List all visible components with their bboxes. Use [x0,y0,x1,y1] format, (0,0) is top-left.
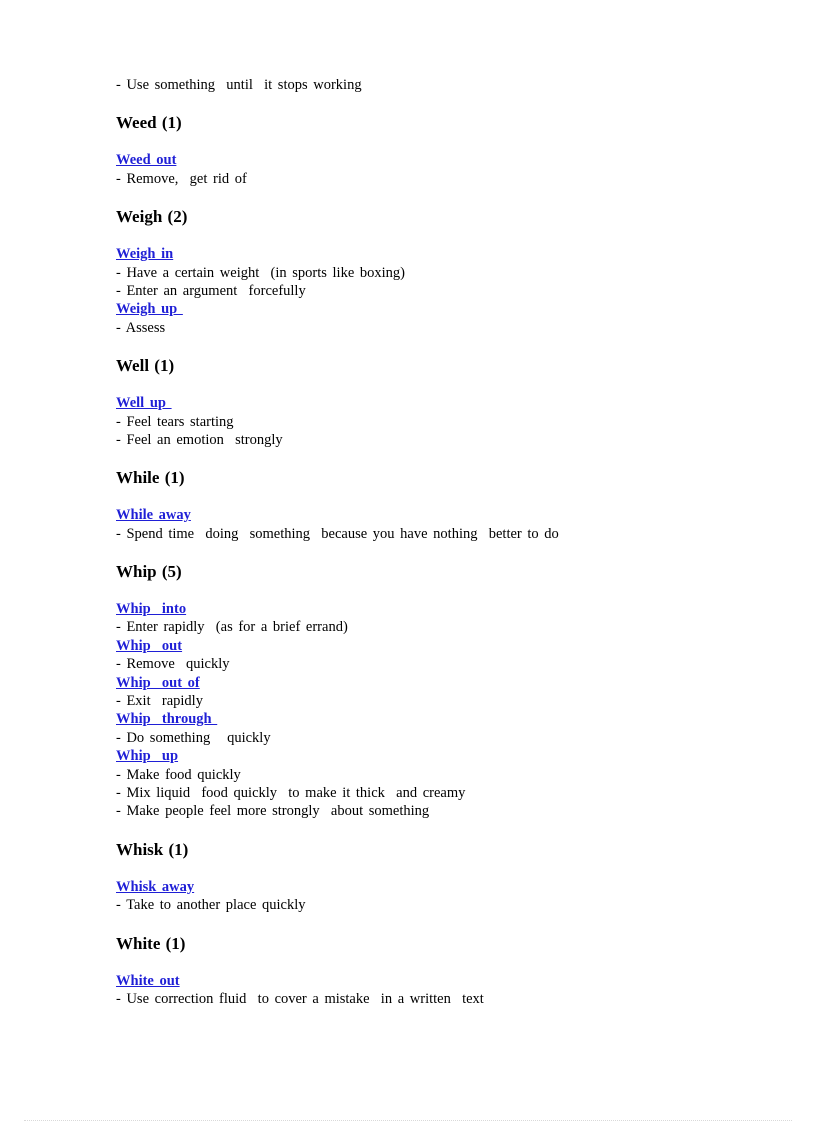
phrasal-verb-link[interactable]: Weed out [116,152,177,169]
phrasal-verb-entry [116,151,776,169]
phrasal-verb-link[interactable]: Whip into [116,601,187,618]
phrasal-verb-entry [116,674,776,692]
section-heading: Weed (1) [116,113,182,133]
meaning-line: - Remove, get rid of [116,170,247,187]
section-heading: Whisk (1) [116,839,189,859]
meaning-line: - Remove quickly [116,656,230,673]
phrasal-verb-entry [116,747,776,765]
section-heading: Well (1) [116,356,175,376]
entry-section [116,468,776,543]
section-heading: White (1) [116,933,186,953]
meaning-line: - Feel an emotion strongly [116,431,283,448]
meaning-line: - Enter rapidly (as for a brief errand) [116,619,348,636]
phrasal-verb-entry [116,878,776,896]
meaning-line: - Spend time doing something because you have nothing better to do [116,525,559,542]
phrasal-verb-link[interactable]: Whip out of [116,674,200,691]
meaning-line: - Make food quickly [116,766,241,783]
section-heading: While (1) [116,468,185,488]
phrasal-verb-link[interactable]: Well up [116,395,172,412]
phrasal-verb-link[interactable]: Weigh in [116,246,174,263]
section-heading: Whip (5) [116,562,182,582]
phrasal-verb-sections [116,113,776,1008]
meaning-line: - Take to another place quickly [116,897,306,914]
phrasal-verb-link[interactable]: Weigh up [116,301,183,318]
meaning-line: - Do something quickly [116,729,271,746]
meaning-line: - Assess [116,319,166,336]
phrasal-verb-link[interactable]: Whisk away [116,878,195,895]
meaning-line: - Enter an argument forcefully [116,282,306,299]
phrasal-verb-entry [116,600,776,618]
phrasal-verb-link[interactable]: White out [116,972,180,989]
meaning-line: - Have a certain weight (in sports like boxing) [116,264,405,281]
meaning-line: - Feel tears starting [116,413,234,430]
phrasal-verb-entry [116,710,776,728]
intro-meaning-line: - Use something until it stops working [116,77,362,93]
phrasal-verb-entry [116,506,776,524]
phrasal-verb-entry [116,972,776,990]
phrasal-verb-entry [116,394,776,412]
phrasal-verb-entry [116,245,776,263]
phrasal-verb-link[interactable]: Whip up [116,748,179,765]
entry-section [116,356,776,449]
entry-section [116,934,776,1009]
phrasal-verb-link[interactable]: Whip through [116,711,218,728]
section-heading: Weigh (2) [116,207,188,227]
document-page [116,76,776,1008]
phrasal-verb-link[interactable]: Whip out [116,637,183,654]
meaning-line: - Exit rapidly [116,693,203,710]
entry-section [116,113,776,188]
entry-section [116,840,776,915]
meaning-line: - Make people feel more strongly about something [116,803,430,820]
entry-section [116,562,776,821]
phrasal-verb-link[interactable]: While away [116,507,191,524]
page-bottom-divider [24,1120,792,1121]
entry-section [116,207,776,337]
meaning-line: - Mix liquid food quickly to make it thick and creamy [116,784,466,801]
phrasal-verb-entry [116,637,776,655]
meaning-line: - Use correction fluid to cover a mistake in a written text [116,990,484,1007]
phrasal-verb-entry [116,300,776,318]
